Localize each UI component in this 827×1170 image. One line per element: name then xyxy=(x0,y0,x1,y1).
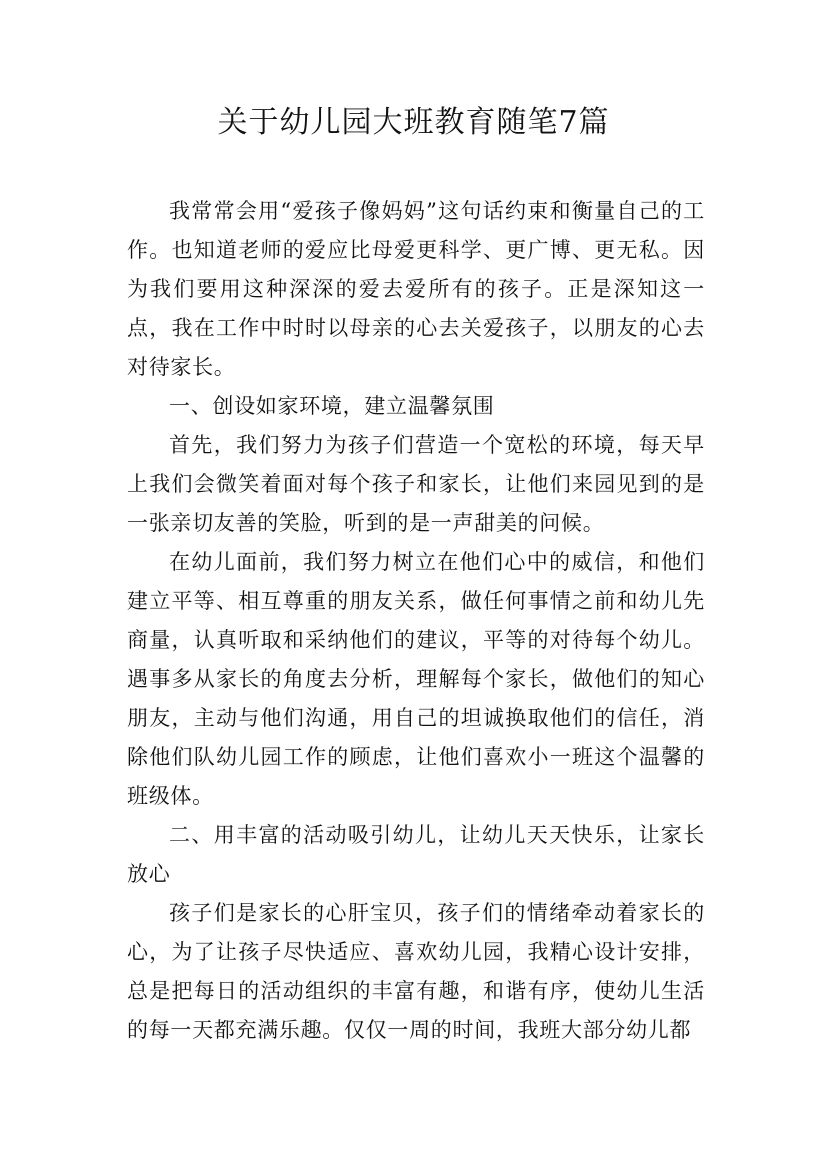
document-title: 关于幼儿园大班教育随笔7篇 xyxy=(217,105,610,140)
paragraph: 首先，我们努力为孩子们营造一个宽松的环境，每天早上我们会微笑着面对每个孩子和家长，让他们来园见到的是一张亲切友善的笑脸，听到的是一声甜美的问候。 xyxy=(127,433,705,535)
section-heading-1: 一、创设如家环境，建立温馨氛围 xyxy=(169,394,495,418)
document-body xyxy=(127,192,705,1050)
section-heading-2: 二、用丰富的活动吸引幼儿，让幼儿天天快乐，让家长放心 xyxy=(127,823,705,886)
paragraph: 在幼儿面前，我们努力树立在他们心中的威信，和他们建立平等、相互尊重的朋友关系，做任何事情之前和幼儿先商量，认真听取和采纳他们的建议，平等的对待每个幼儿。遇事多从家长的角度去分析，理解每个家长，做他们的知心朋友，主动与他们沟通，用自己的坦诚换取他们的信任，消除他们队幼儿园工作的顾虑，让他们喜欢小一班这个温馨的班级体。 xyxy=(127,550,705,808)
paragraph-intro: 我常常会用“爱孩子像妈妈”这句话约束和衡量自己的工作。也知道老师的爱应比母爱更科学、更广博、更无私。因为我们要用这种深深的爱去爱所有的孩子。正是深知这一点，我在工作中时时以母亲的心去关爱孩子，以朋友的心去对待家长。 xyxy=(127,199,705,379)
paragraph: 孩子们是家长的心肝宝贝，孩子们的情绪牵动着家长的心，为了让孩子尽快适应、喜欢幼儿园，我精心设计安排，总是把每日的活动组织的丰富有趣，和谐有序，使幼儿生活的每一天都充满乐趣。仅仅一周的时间，我班大部分幼儿都 xyxy=(127,901,705,1042)
